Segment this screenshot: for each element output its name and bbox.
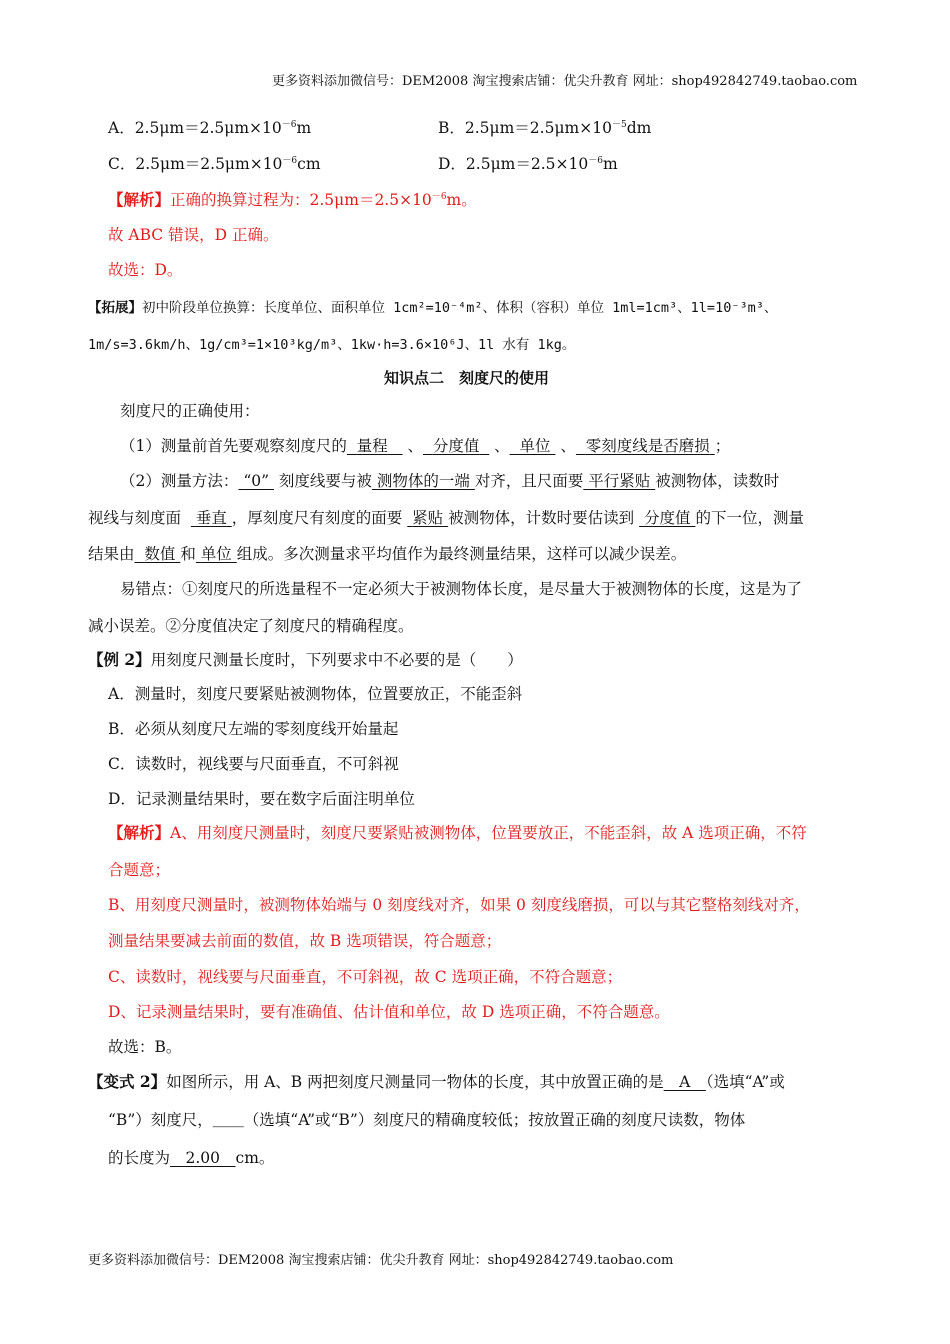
- q1-analysis: 【解析】正确的换算过程为：$2.5\mu m=2.5\times 10^{-6}m$。: [108, 190, 477, 209]
- q1-answer: 故选：D。: [108, 261, 183, 279]
- error-point-1: 易错点：①刻度尺的所选量程不一定必须大于被测物体长度，是尽量大于被测物体的长度，这是为了: [120, 580, 803, 598]
- usage-p4: 结果由 数值 和 单位 组成。多次测量求平均值作为最终测量结果，这样可以减少误差。: [88, 545, 687, 563]
- option-b: B．$2.5\mu m=2.5\mu m\times 10^{-5}dm$: [438, 119, 652, 137]
- var2-line-3: 的长度为 2.00 cm。: [108, 1149, 275, 1167]
- ex2-analysis-3: B、用刻度尺测量时，被测物体始端与 0 刻度线对齐，如果 0 刻度线磨损，可以与其它整格刻线对齐，: [108, 896, 810, 914]
- ex2-stem: 【例 2】用刻度尺测量长度时，下列要求中不必要的是（ ）: [88, 650, 523, 669]
- error-point-2: 减小误差。②分度值决定了刻度尺的精确程度。: [88, 617, 414, 635]
- ex2-analysis-2: 合题意；: [108, 861, 171, 879]
- option-a: A．$2.5\mu m=2.5\mu m\times 10^{-6}m$: [108, 119, 312, 137]
- option-c: C．$2.5\mu m=2.5\mu m\times 10^{-6}cm$: [108, 155, 321, 173]
- ex2-option-a: A．测量时，刻度尺要紧贴被测物体，位置要放正，不能歪斜: [108, 685, 523, 703]
- option-d: D．$2.5\mu m=2.5\times 10^{-6}m$: [438, 155, 618, 173]
- var2-line-2: “B”）刻度尺，＿＿（选填“A”或“B”）刻度尺的精确度较低；按放置正确的刻度尺读数，物体: [108, 1111, 746, 1129]
- ex2-option-c: C．读数时，视线要与尺面垂直，不可斜视: [108, 755, 399, 773]
- extend-line-1: 【拓展】初中阶段单位换算：长度单位、面积单位 1cm²=10⁻⁴m²、体积（容积）单位 1ml=1cm³、1l=10⁻³m³、: [88, 300, 778, 316]
- usage-p3: 视线与刻度面 垂直 ，厚刻度尺有刻度的面要 紧贴 被测物体，计数时要估读到 分度值 的下一位，测量: [88, 509, 804, 527]
- ex2-option-d: D．记录测量结果时，要在数字后面注明单位: [108, 790, 415, 808]
- ex2-analysis-6: D、记录测量结果时，要有准确值、估计值和单位，故 D 选项正确，不符合题意。: [108, 1003, 670, 1021]
- usage-p2: （2）测量方法： “0” 刻度线要与被 测物体的一端 对齐，且尺面要 平行紧贴 被测物体，读数时: [120, 472, 780, 490]
- ex2-analysis-4: 测量结果要减去前面的数值，故 B 选项错误，符合题意；: [108, 932, 502, 950]
- section-title: 知识点二 刻度尺的使用: [384, 369, 550, 387]
- ex2-analysis-1: 【解析】A、用刻度尺测量时，刻度尺要紧贴被测物体，位置要放正，不能歪斜，故 A 选项正确，不符: [108, 823, 807, 842]
- page-footer: 更多资料添加微信号：DEM2008 淘宝搜索店铺：优尖升教育 网址：shop492842749.taobao.com: [88, 1253, 674, 1268]
- extend-line-2: 1m/s=3.6km/h、1g/cm³=1×10³kg/m³、1kw·h=3.6×10⁶J、1l 水有 1kg。: [88, 337, 576, 353]
- q1-wrong-note: 故 ABC 错误，D 正确。: [108, 226, 279, 244]
- page-header: 更多资料添加微信号：DEM2008 淘宝搜索店铺：优尖升教育 网址：shop492842749.taobao.com: [272, 74, 858, 89]
- var2-line-1: 【变式 2】如图所示，用 A、B 两把刻度尺测量同一物体的长度，其中放置正确的是 A （选填“A”或: [88, 1072, 785, 1091]
- usage-p1: （1）测量前首先要观察刻度尺的 量程 、 分度值 、 单位 、 零刻度线是否磨损 ；: [120, 437, 731, 455]
- usage-intro: 刻度尺的正确使用：: [120, 402, 260, 420]
- ex2-analysis-5: C、读数时，视线要与尺面垂直，不可斜视，故 C 选项正确，不符合题意；: [108, 968, 623, 986]
- ex2-option-b: B．必须从刻度尺左端的零刻度线开始量起: [108, 720, 399, 738]
- ex2-answer: 故选：B。: [108, 1038, 182, 1056]
